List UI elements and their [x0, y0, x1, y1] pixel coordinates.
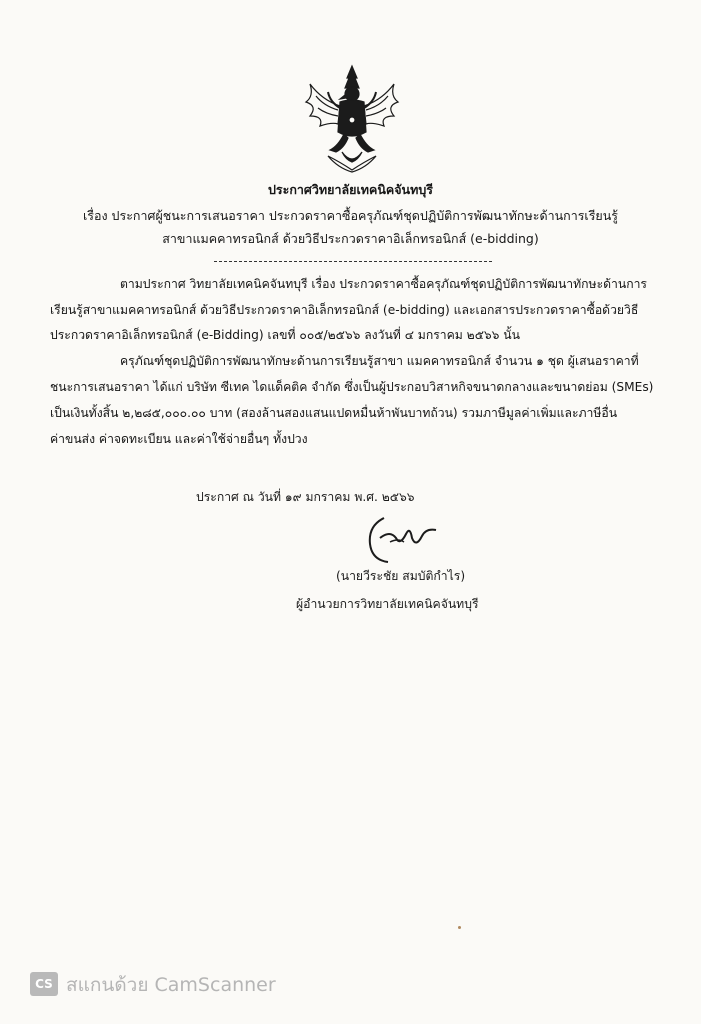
- paragraph-1-line-3: ประกวดราคาอิเล็กทรอนิกส์ (e-Bidding) เลขที่ ๐๐๕/๒๕๖๖ ลงวันที่ ๔ มกราคม ๒๕๖๖ นั้น: [50, 328, 520, 342]
- paragraph-1-line-2: เรียนรู้สาขาแมคคาทรอนิกส์ ด้วยวิธีประกวดราคาอิเล็กทรอนิกส์ (e-bidding) และเอกสารประกวดราคาซื้อด้วยวิธี: [50, 303, 639, 317]
- paragraph-2-line-1: ครุภัณฑ์ชุดปฏิบัติการพัฒนาทักษะด้านการเรียนรู้สาขา แมคคาทรอนิกส์ จำนวน ๑ ชุด ผู้เสนอราคาที่: [120, 354, 639, 368]
- paragraph-2-line-4: ค่าขนส่ง ค่าจดทะเบียน และค่าใช้จ่ายอื่นๆ ทั้งปวง: [50, 432, 308, 446]
- signer-title: ผู้อำนวยการวิทยาลัยเทคนิคจันทบุรี: [296, 597, 479, 611]
- announcement-date: ประกาศ ณ วันที่ ๑๙ มกราคม พ.ศ. ๒๕๖๖: [196, 490, 415, 504]
- paragraph-2-line-2: ชนะการเสนอราคา ได้แก่ บริษัท ซีเทค ไดแด็คติค จำกัด ซึ่งเป็นผู้ประกอบวิสาหกิจขนาดกลางและขนาดย่อม (SMEs): [50, 380, 654, 394]
- signer-name: (นายวีระชัย สมบัติกำไร): [336, 569, 466, 583]
- announcement-title: ประกาศวิทยาลัยเทคนิคจันทบุรี: [267, 182, 433, 197]
- camscanner-watermark: สแกนด้วย CamScanner: [66, 974, 276, 996]
- handwritten-signature: [360, 508, 442, 568]
- garuda-emblem-icon: [300, 62, 404, 174]
- paragraph-2-line-3: เป็นเงินทั้งสิ้น ๒,๒๘๕,๐๐๐.๐๐ บาท (สองล้านสองแสนแปดหมื่นห้าพันบาทถ้วน) รวมภาษีมูลค่าเพิ่มและภาษีอื่น: [50, 406, 618, 420]
- subject-line-2: สาขาแมคคาทรอนิกส์ ด้วยวิธีประกวดราคาอิเล็กทรอนิกส์ (e-bidding): [162, 231, 539, 246]
- camscanner-logo-icon: CS: [30, 972, 58, 996]
- subject-line-1: เรื่อง ประกาศผู้ชนะการเสนอราคา ประกวดราคาซื้อครุภัณฑ์ชุดปฏิบัติการพัฒนาทักษะด้านการเรียนรู้: [82, 208, 619, 223]
- paragraph-1-line-1: ตามประกาศ วิทยาลัยเทคนิคจันทบุรี เรื่อง ประกวดราคาซื้อครุภัณฑ์ชุดปฏิบัติการพัฒนาทักษะด้านการ: [120, 277, 647, 291]
- header-divider: [214, 261, 492, 262]
- paper-speck: [458, 926, 461, 929]
